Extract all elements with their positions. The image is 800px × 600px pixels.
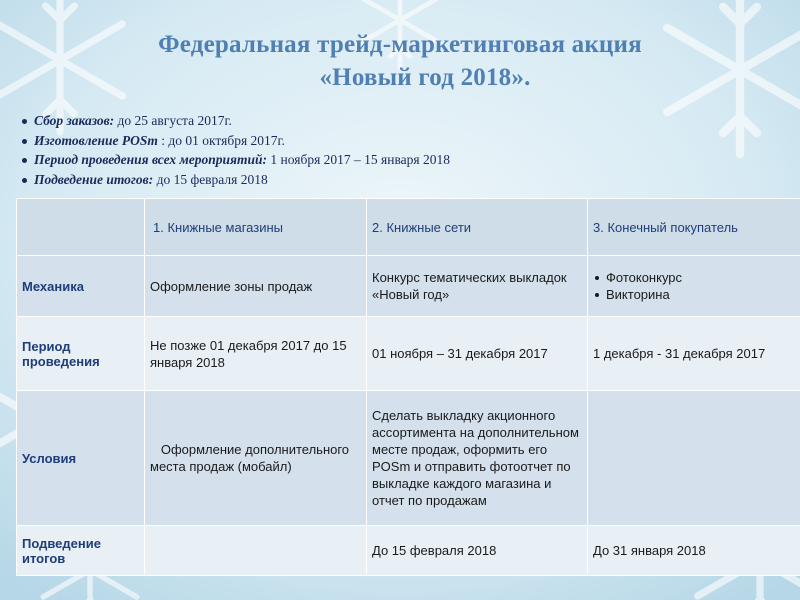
row-label-results: Подведение итогов: [17, 526, 145, 576]
bullet-label: Подведение итогов:: [34, 171, 154, 187]
bullet-value: до 25 августа 2017г.: [114, 113, 232, 128]
table-cell: [588, 256, 800, 317]
page-title: [0, 28, 800, 94]
bullet-label: Период проведения всех мероприятий:: [34, 152, 268, 167]
table-row: [17, 391, 800, 526]
bullet-item: [22, 131, 450, 151]
bullet-item: [22, 170, 450, 190]
header-end-customer: 3. Конечный покупатель: [588, 199, 800, 256]
row-label-period: Период проведения: [17, 317, 145, 391]
table-cell: [588, 391, 800, 526]
table-header-row: [17, 199, 800, 256]
table-cell: 1 декабря - 31 декабря 2017: [588, 317, 800, 391]
key-dates-list: [22, 111, 450, 189]
bullet-label: Сбор заказов:: [34, 113, 115, 128]
table-cell: Не позже 01 декабря 2017 до 15 января 2018: [145, 317, 367, 391]
table-cell: Сделать выкладку акционного ассортимента на дополнительном месте продаж, оформить его POSm и отправить фотоотчет по выкладке каждого магазина и отчет по продажам: [367, 391, 588, 526]
list-item: Фотоконкурс: [593, 269, 795, 286]
table-cell: [145, 526, 367, 576]
bullet-item: [22, 150, 450, 170]
title-line-2: «Новый год 2018».: [319, 64, 531, 91]
table-cell: До 15 февраля 2018: [367, 526, 588, 576]
table-row: [17, 317, 800, 391]
bullet-value: 1 ноября 2017 – 15 января 2018: [267, 152, 450, 167]
table-cell: 01 ноября – 31 декабря 2017: [367, 317, 588, 391]
bullet-label: Изготовление POSm: [34, 132, 158, 148]
header-corner-cell: [17, 199, 145, 256]
bullet-item: [22, 111, 450, 131]
table-cell: Оформление дополнительного места продаж (мобайл): [145, 391, 367, 526]
row-label-mechanics: Механика: [17, 256, 145, 317]
table-cell: Оформление зоны продаж: [145, 256, 367, 317]
title-line-1: Федеральная трейд-маркетинговая акция: [158, 31, 642, 58]
header-book-chains: 2. Книжные сети: [367, 199, 588, 256]
bullet-value: до 15 февраля 2018: [153, 171, 268, 187]
table-row: [17, 256, 800, 317]
table-row: [17, 526, 800, 576]
bullet-value: : до 01 октября 2017г.: [157, 132, 285, 148]
promo-table: [16, 198, 800, 576]
table-cell: До 31 января 2018: [588, 526, 800, 576]
header-bookstores: 1. Книжные магазины: [145, 199, 367, 256]
list-item: Викторина: [593, 286, 795, 303]
table-cell: Конкурс тематических выкладок «Новый год»: [367, 256, 588, 317]
row-label-conditions: Условия: [17, 391, 145, 526]
